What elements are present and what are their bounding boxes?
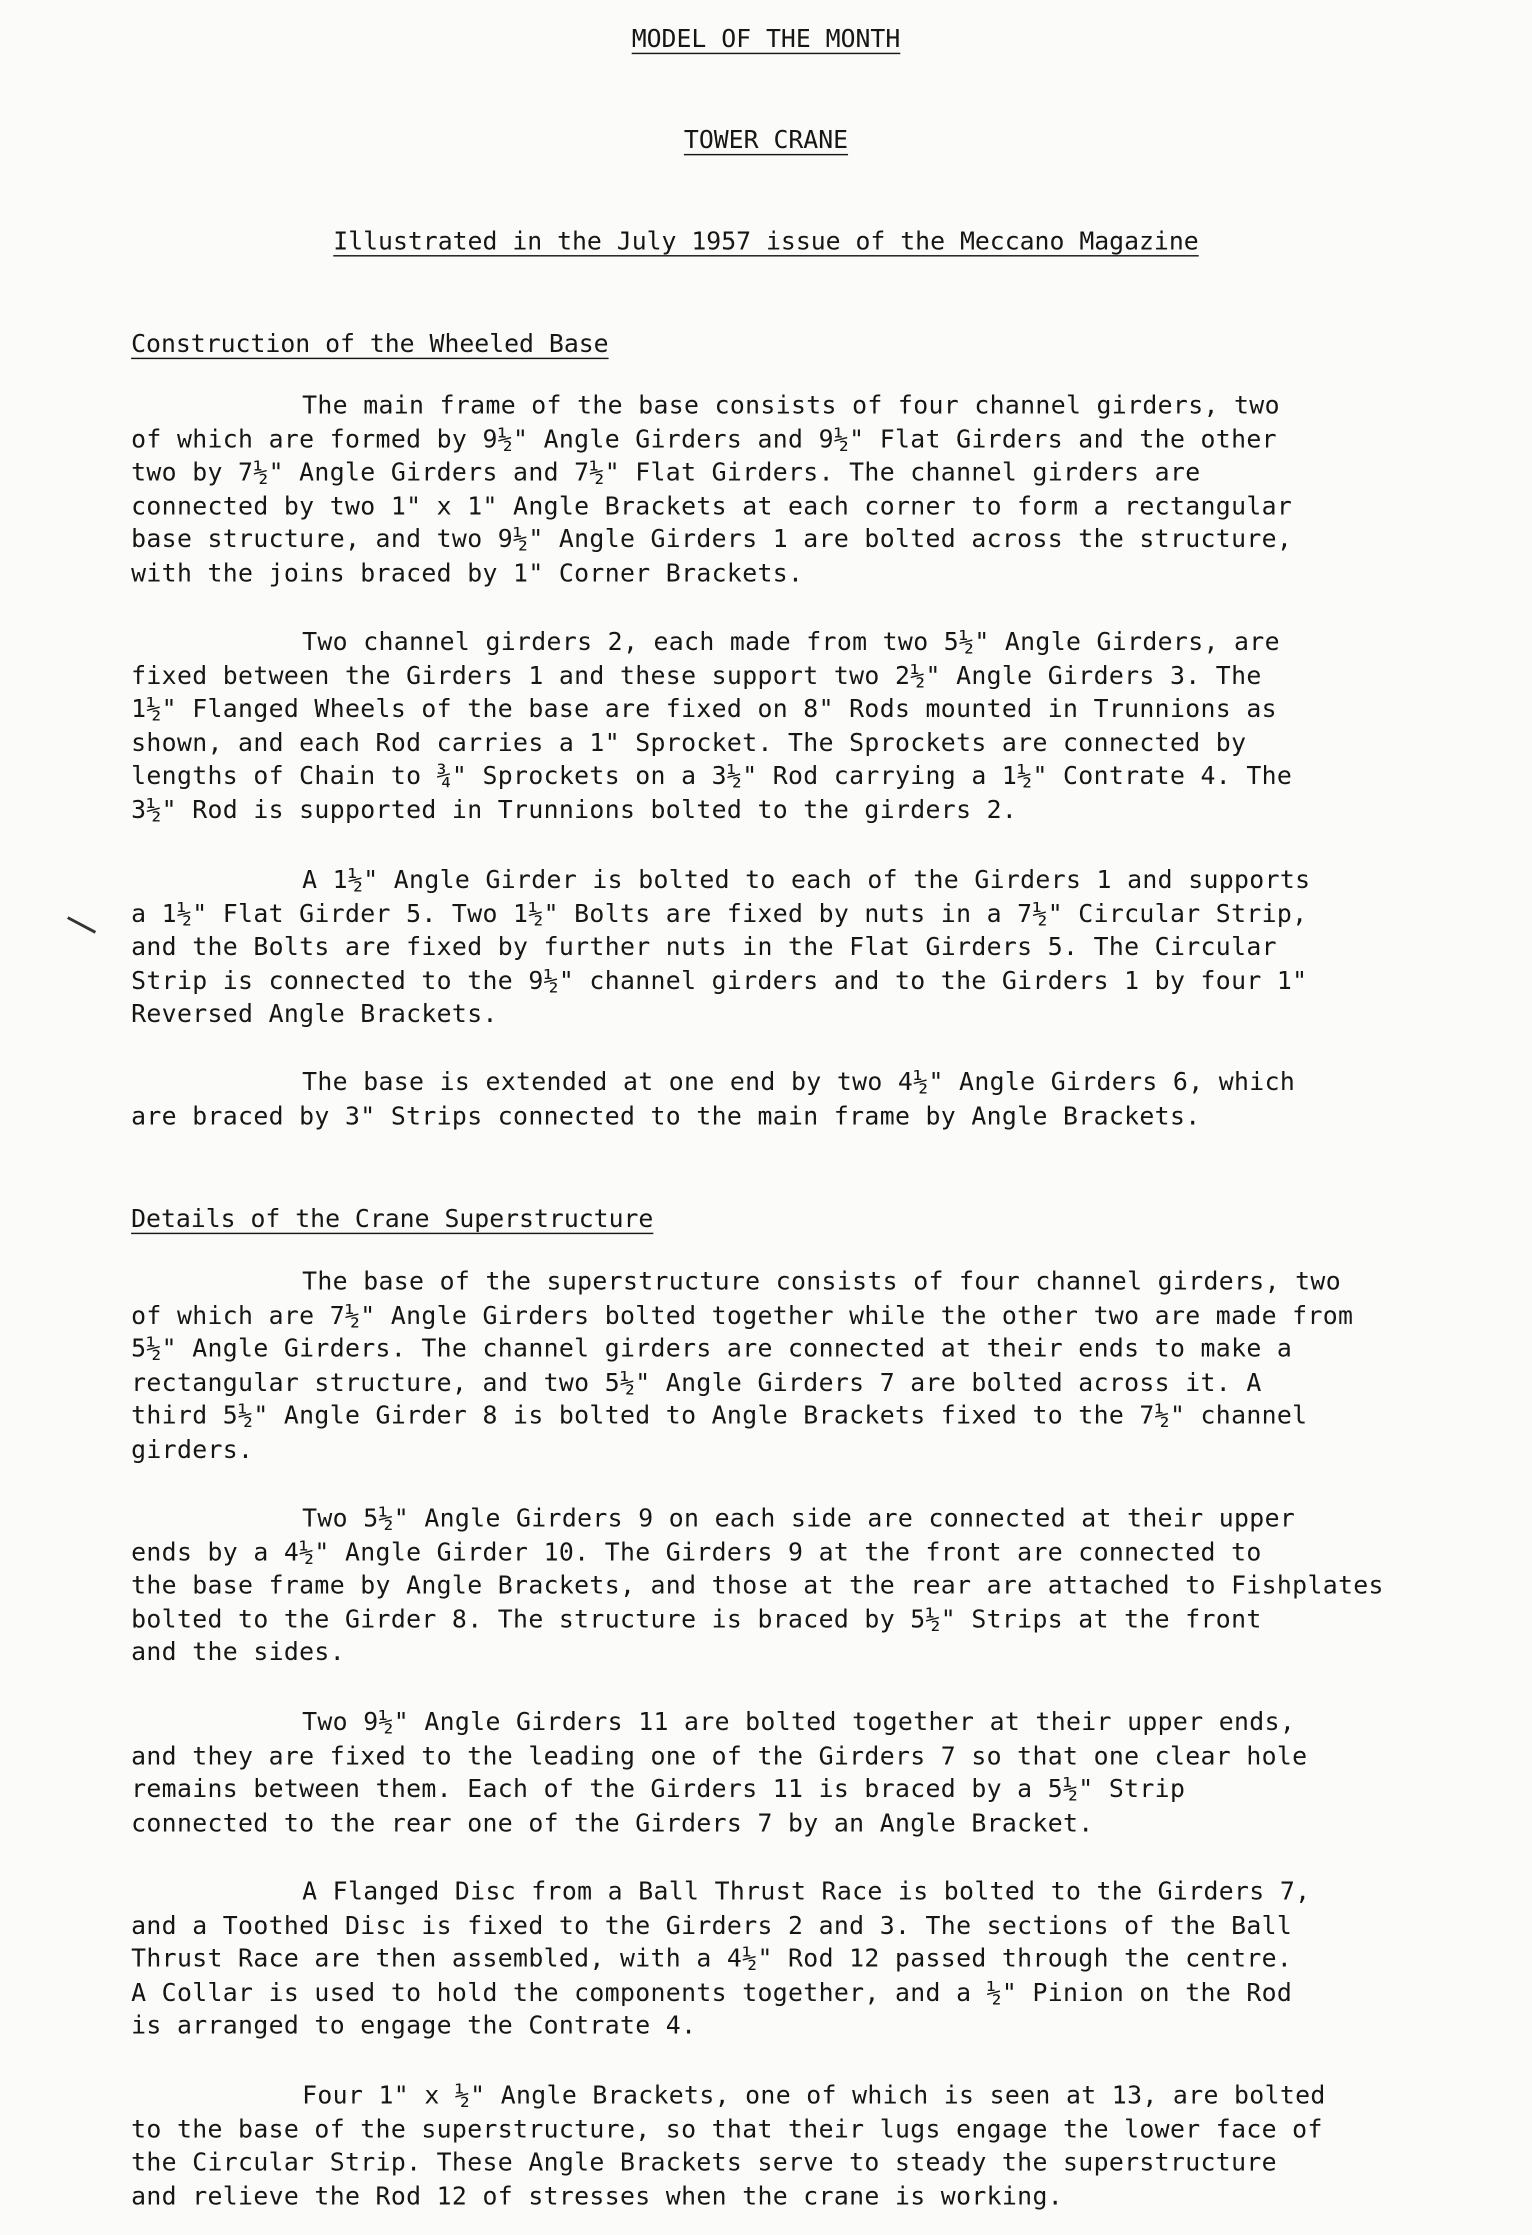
- text-line: fixed between the Girders 1 and these support two 2½" Angle Girders 3. The: [131, 662, 1262, 691]
- paragraph: [131, 1503, 1485, 1671]
- text-line: two by 7½" Angle Girders and 7½" Flat Girders. The channel girders are: [131, 459, 1201, 488]
- text-line: connected to the rear one of the Girders 7 by an Angle Bracket.: [131, 1809, 1094, 1839]
- text-line: of which are 7½" Angle Girders bolted together while the other two are made from: [131, 1301, 1354, 1331]
- text-line: shown, and each Rod carries a 1" Sprocket. The Sprockets are connected by: [131, 729, 1247, 758]
- paragraph: [131, 627, 1485, 829]
- section-heading-superstructure: Details of the Crane Superstructure: [131, 1205, 654, 1235]
- text-line: Thrust Race are then assembled, with a 4½" Rod 12 passed through the centre.: [131, 1945, 1293, 1975]
- text-line: to the base of the superstructure, so that their lugs engage the lower face of: [131, 2115, 1323, 2145]
- paragraph: [131, 1877, 1485, 2045]
- text-line: connected by two 1" x 1" Angle Brackets at each corner to form a rectangular: [131, 492, 1293, 522]
- text-line: lengths of Chain to ¾" Sprockets on a 3½" Rod carrying a 1½" Contrate 4. The: [131, 762, 1293, 792]
- text-line: A 1½" Angle Girder is bolted to each of the Girders 1 and supports: [302, 866, 1311, 895]
- text-line: a 1½" Flat Girder 5. Two 1½" Bolts are fixed by nuts in a 7½" Circular Strip,: [131, 900, 1308, 929]
- source-line: Illustrated in the July 1957 issue of the Meccano Magazine: [333, 228, 1199, 257]
- text-line: The base of the superstructure consists of four channel girders, two: [302, 1268, 1341, 1297]
- text-line: 3½" Rod is supported in Trunnions bolted to the girders 2.: [131, 796, 1018, 826]
- text-line: girders.: [131, 1436, 254, 1465]
- paragraph: [131, 865, 1485, 1033]
- paragraph: [131, 2081, 1485, 2215]
- text-line: Two 5½" Angle Girders 9 on each side are connected at their upper: [302, 1504, 1296, 1534]
- text-line: are braced by 3" Strips connected to the main frame by Angle Brackets.: [131, 1102, 1201, 1131]
- text-line: The base is extended at one end by two 4½" Angle Girders 6, which: [302, 1068, 1296, 1098]
- text-line: 1½" Flanged Wheels of the base are fixed on 8" Rods mounted in Trunnions as: [131, 695, 1277, 725]
- text-line: bolted to the Girder 8. The structure is braced by 5½" Strips at the front: [131, 1605, 1262, 1635]
- paragraph: [131, 1067, 1485, 1134]
- text-line: the base frame by Angle Brackets, and those at the rear are attached to Fishplates: [131, 1572, 1384, 1601]
- page-subtitle: TOWER CRANE: [683, 126, 849, 156]
- text-line: ends by a 4½" Angle Girder 10. The Girders 9 at the front are connected to: [131, 1538, 1262, 1568]
- margin-mark: [67, 916, 96, 933]
- text-line: base structure, and two 9½" Angle Girders 1 are bolted across the structure,: [131, 526, 1293, 555]
- section-heading-base: Construction of the Wheeled Base: [131, 330, 609, 360]
- paragraph: [131, 1707, 1485, 1841]
- text-line: Reversed Angle Brackets.: [131, 1000, 498, 1030]
- text-line: and the Bolts are fixed by further nuts in the Flat Girders 5. The Circular: [131, 933, 1277, 963]
- text-line: A Flanged Disc from a Ball Thrust Race is bolted to the Girders 7,: [302, 1878, 1311, 1907]
- text-line: of which are formed by 9½" Angle Girders and 9½" Flat Girders and the other: [131, 425, 1277, 455]
- text-line: rectangular structure, and two 5½" Angle Girders 7 are bolted across it. A: [131, 1369, 1262, 1398]
- text-line: remains between them. Each of the Girders 11 is braced by a 5½" Strip: [131, 1775, 1186, 1805]
- text-line: Four 1" x ½" Angle Brackets, one of which is seen at 13, are bolted: [302, 2082, 1326, 2111]
- text-line: third 5½" Angle Girder 8 is bolted to Angle Brackets fixed to the 7½" channel: [131, 1402, 1308, 1432]
- text-line: and the sides.: [131, 1639, 346, 1668]
- text-line: the Circular Strip. These Angle Brackets serve to steady the superstructure: [131, 2149, 1277, 2178]
- text-line: and they are fixed to the leading one of the Girders 7 so that one clear hole: [131, 1742, 1308, 1771]
- text-line: Two 9½" Angle Girders 11 are bolted together at their upper ends,: [302, 1708, 1296, 1738]
- text-line: Two channel girders 2, each made from two 5½" Angle Girders, are: [302, 628, 1280, 657]
- text-line: 5½" Angle Girders. The channel girders are connected at their ends to make a: [131, 1335, 1293, 1365]
- text-line: Strip is connected to the 9½" channel girders and to the Girders 1 by four 1": [131, 967, 1308, 996]
- text-line: A Collar is used to hold the components together, and a ½" Pinion on the Rod: [131, 1979, 1293, 2008]
- text-line: with the joins braced by 1" Corner Brackets.: [131, 560, 804, 589]
- text-line: and a Toothed Disc is fixed to the Girders 2 and 3. The sections of the Ball: [131, 1911, 1293, 1941]
- paragraph: [131, 390, 1485, 592]
- text-line: is arranged to engage the Contrate 4.: [131, 2012, 697, 2042]
- page-title: MODEL OF THE MONTH: [631, 25, 901, 55]
- text-line: and relieve the Rod 12 of stresses when the crane is working.: [131, 2182, 1064, 2212]
- text-line: The main frame of the base consists of four channel girders, two: [302, 391, 1280, 421]
- paragraph: [131, 1267, 1485, 1469]
